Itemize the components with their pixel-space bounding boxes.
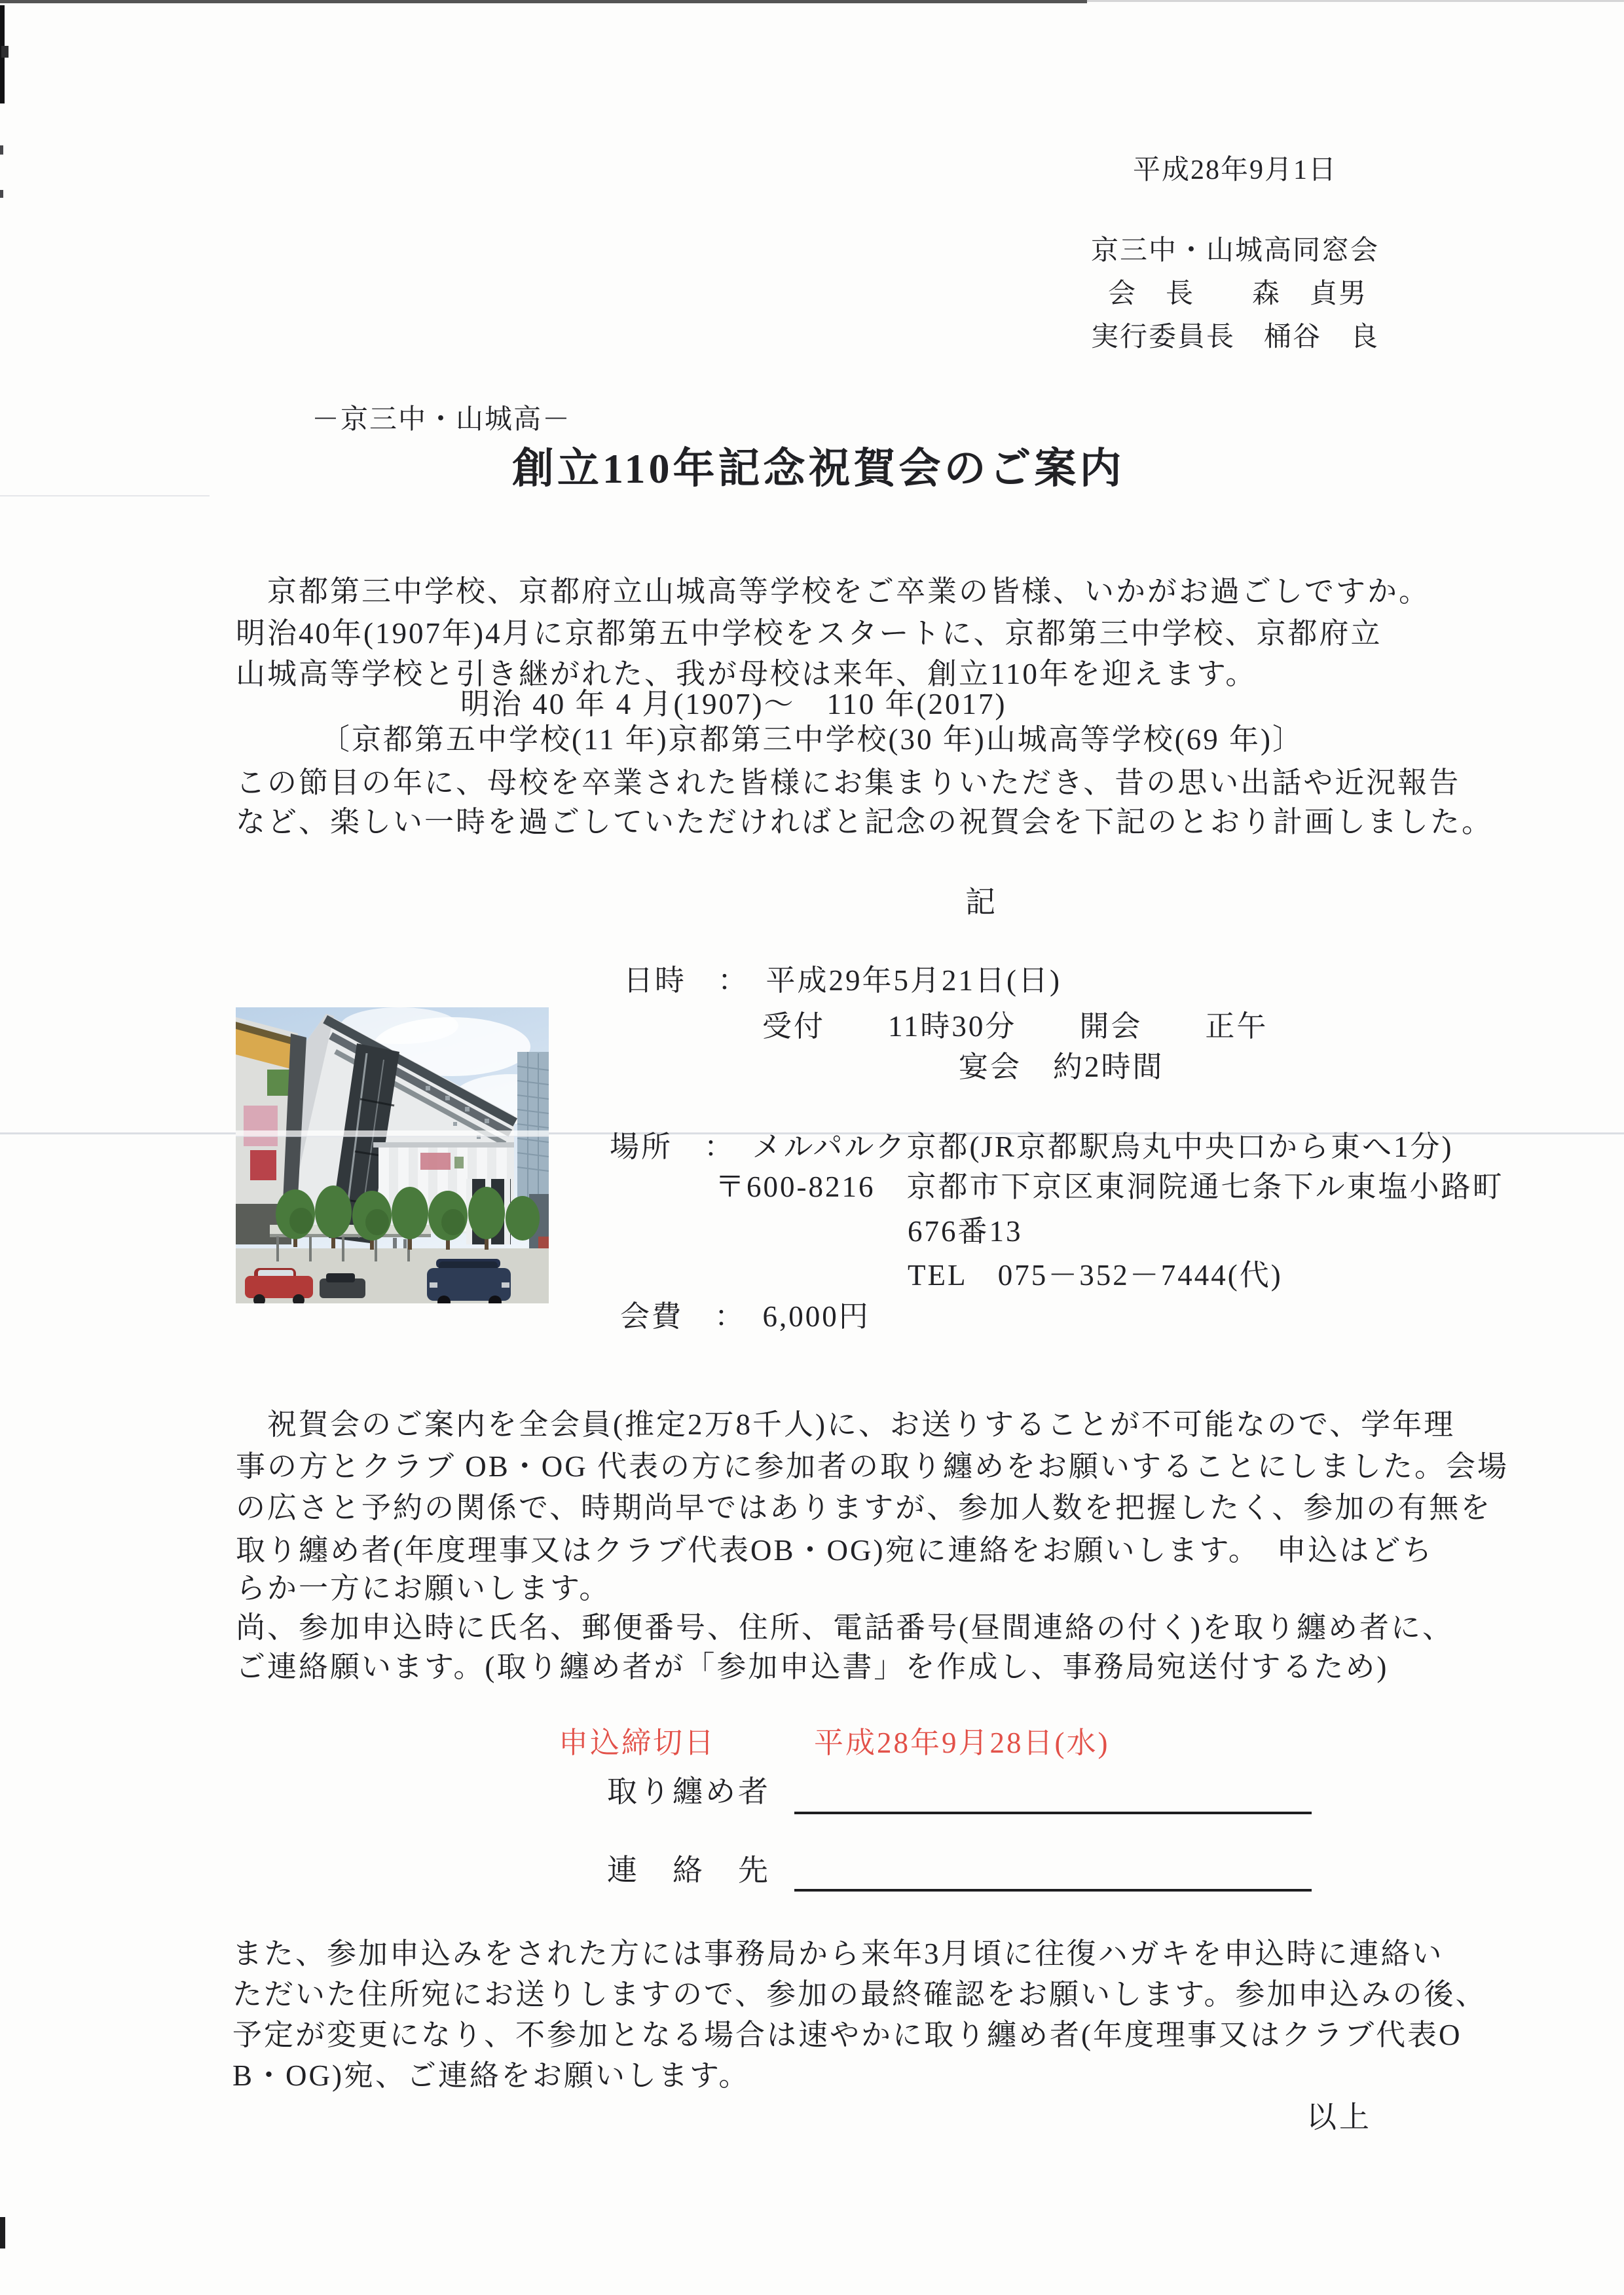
body2-line-5: らか一方にお願いします。 [236,1572,611,1605]
scan-artifact-top-edge [0,0,1087,3]
detail-fee: 会費 ： 6,000円 [620,1300,870,1333]
sender-committee-chair: 実行委員長 桶谷 良 [1091,322,1380,352]
detail-address-number: 676番13 [908,1215,1023,1248]
school-tagline: －京三中・山城高－ [312,405,572,435]
body2-line-1: 祝賀会のご案内を全会員(推定2万8千人)に、お送りすることが不可能なので、学年理 [236,1408,1456,1441]
intro-line-5: 〔京都第五中学校(11 年)京都第三中学校(30 年)山城高等学校(69 年)〕 [320,723,1304,756]
contact-underline [794,1859,1312,1892]
intro-line-7: など、楽しい一時を過ごしていただければと記念の祝賀会を下記のとおり計画しました。 [236,806,1494,838]
coordinator-label: 取り纏め者 [607,1775,771,1808]
sender-organization: 京三中・山城高同窓会 [1091,236,1380,266]
scan-artifact-top-edge-light [1087,0,1624,2]
intro-line-1: 京都第三中学校、京都府立山城高等学校をご卒業の皆様、いかがお過ごしですか。 [236,575,1431,608]
body3-line-2: ただいた住所宛にお送りしますので、参加の最終確認をお願いします。参加申込みの後、 [232,1978,1487,2011]
intro-line-6: この節目の年に、母校を卒業された皆様にお集まりいただき、昔の思い出話や近況報告 [236,766,1461,799]
detail-reception: 受付 11時30分 開会 正午 [762,1010,1268,1043]
section-marker: 記 [965,886,998,919]
detail-banquet: 宴会 約2時間 [959,1051,1164,1083]
scan-fold-line-faint [0,495,210,496]
coordinator-underline [794,1782,1312,1814]
venue-photo [236,1007,549,1303]
body2-line-2: 事の方とクラブ OB・OG 代表の方に参加者の取り纏めをお願いすることにしました。会場 [236,1450,1509,1483]
body3-line-3: 予定が変更になり、不参加となる場合は速やかに取り纏め者(年度理事又はクラブ代表O [232,2019,1462,2051]
body3-line-1: また、参加申込みをされた方には事務局から来年3月頃に往復ハガキを申込時に連絡い [232,1937,1444,1970]
body2-line-3: の広さと予約の関係で、時期尚早ではありますが、参加人数を把握したく、参加の有無を [236,1491,1492,1524]
detail-datetime: 日時 ： 平成29年5月21日(日) [623,964,1061,997]
intro-line-4: 明治 40 年 4 月(1907)～ 110 年(2017) [460,688,1007,720]
deadline-label: 申込締切日 [559,1726,716,1759]
scan-artifact-left-mark-2 [0,145,3,155]
page-title: 創立110年記念祝賀会のご案内 [512,445,1125,492]
detail-address: 〒600-8216 京都市下京区東洞院通七条下ル東塩小路町 [715,1170,1504,1203]
detail-place: 場所 ： メルパルク京都(JR京都駅烏丸中央口から東へ1分) [610,1130,1454,1163]
issued-date: 平成28年9月1日 [1133,155,1338,185]
body3-line-4: B・OG)宛、ご連絡をお願いします。 [232,2059,750,2092]
contact-label: 連 絡 先 [607,1854,771,1887]
scan-artifact-bottom-left [0,2217,5,2248]
detail-tel: TEL 075－352－7444(代) [908,1259,1283,1292]
deadline-date: 平成28年9月28日(水) [814,1726,1110,1759]
closing-ijou: 以上 [1306,2100,1372,2134]
body2-line-6: 尚、参加申込時に氏名、郵便番号、住所、電話番号(昼間連絡の付く)を取り纏め者に、 [236,1611,1454,1644]
scan-artifact-left-mark-1 [1,46,9,58]
intro-line-2: 明治40年(1907年)4月に京都第五中学校をスタートに、京都第三中学校、京都府立 [236,617,1382,650]
intro-line-3: 山城高等学校と引き継がれた、我が母校は来年、創立110年を迎えます。 [236,658,1257,690]
sender-chairman: 会 長 森 貞男 [1108,279,1368,309]
body2-line-7: ご連絡願います。(取り纏め者が「参加申込書」を作成し、事務局宛送付するため) [236,1651,1389,1683]
body2-line-4: 取り纏め者(年度理事又はクラブ代表OB・OG)宛に連絡をお願いします。 申込はどち [236,1534,1434,1567]
scan-artifact-left-mark-3 [0,190,3,198]
